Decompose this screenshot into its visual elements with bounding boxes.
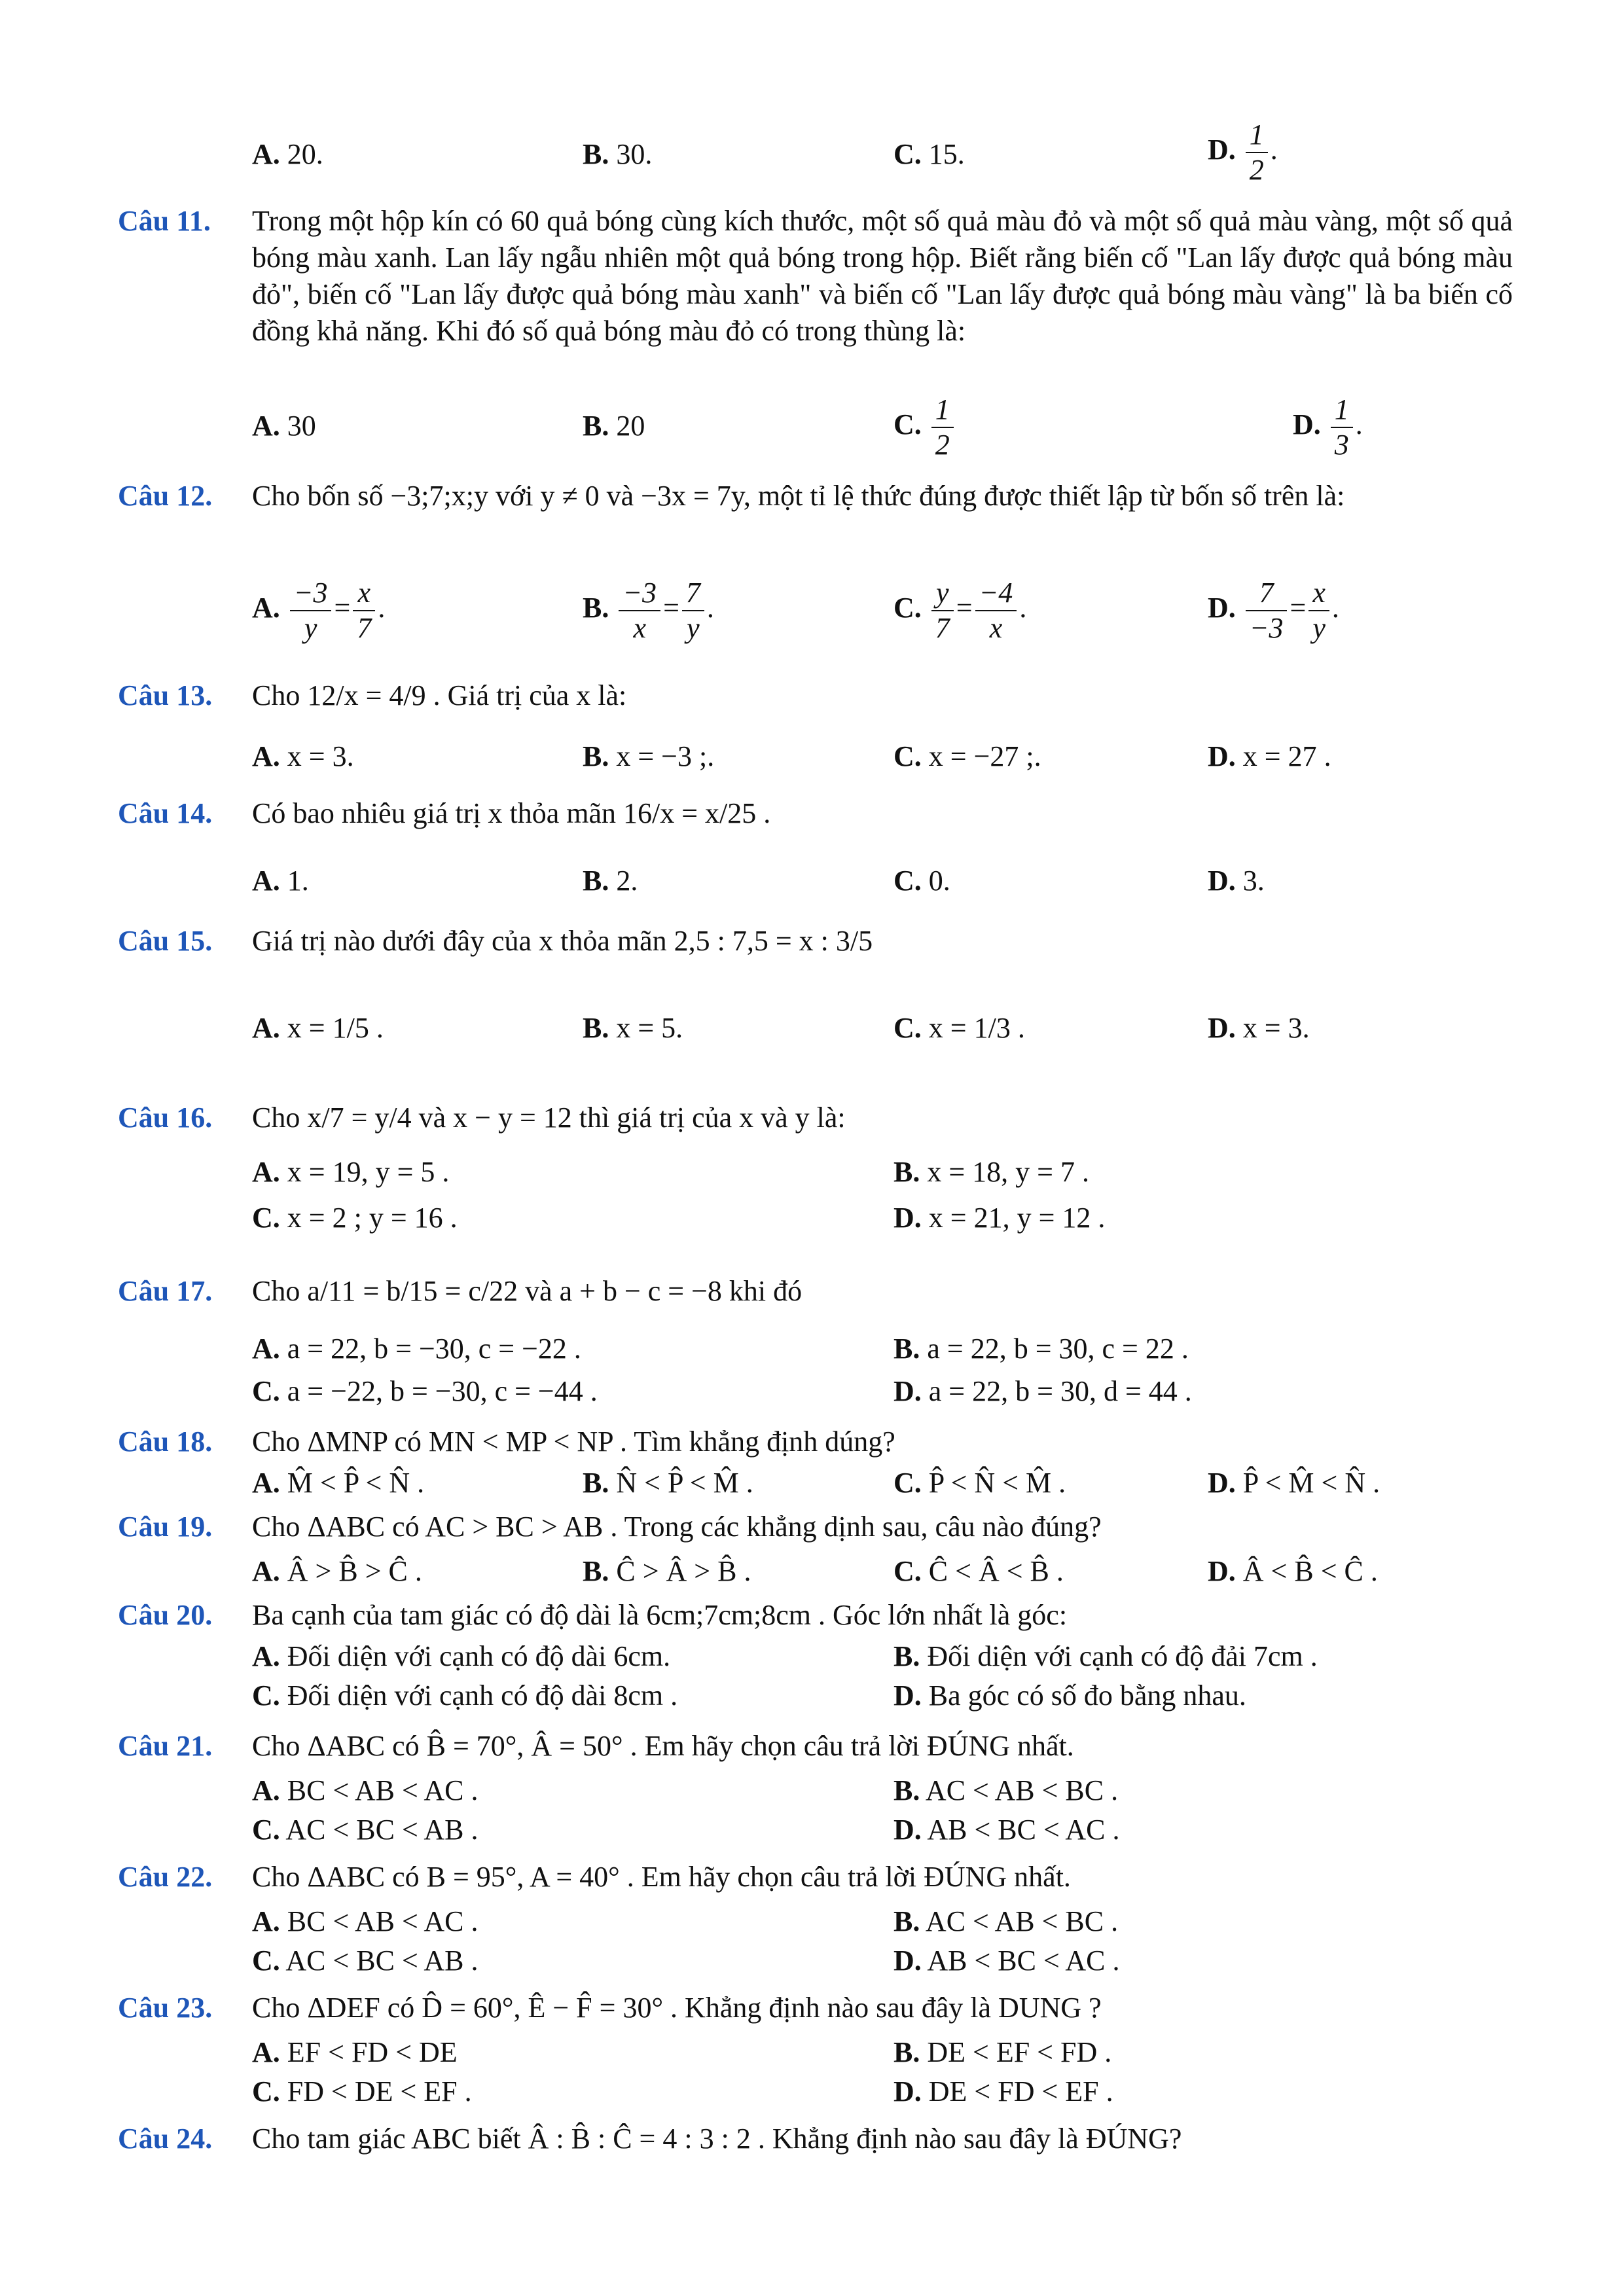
q11-options xyxy=(252,393,1624,461)
q22-options-row2 xyxy=(252,1944,1624,1990)
question-21 xyxy=(118,1728,1513,1767)
option-c: C. Ĉ < Â < B̂ . xyxy=(893,1555,1064,1587)
question-12 xyxy=(118,478,1513,556)
option-a: A. Đối diện với cạnh có độ dài 6cm. xyxy=(252,1640,671,1672)
question-20 xyxy=(118,1597,1513,1636)
option-a: A. M̂ < P̂ < N̂ . xyxy=(252,1467,425,1499)
question-label: Câu 20. xyxy=(118,1599,213,1631)
q18-options xyxy=(252,1466,1624,1512)
option-c: C. $\frac{1}{2}$ xyxy=(893,393,956,462)
question-13 xyxy=(118,677,1513,717)
question-label: Câu 16. xyxy=(118,1102,213,1134)
question-text: Cho ΔABC có B = 95°, A = 40° . Em hãy chọn câu trả lời ĐÚNG nhất. xyxy=(252,1861,1071,1893)
q17-options-row1 xyxy=(252,1332,1624,1378)
question-text: Trong một hộp kín có 60 quả bóng cùng kích thước, một số quả màu đỏ và một số quả màu vàng, một số quả bóng màu xanh. Lan lấy ngẫu nhiên một quả bóng trong hộp. Biết rằng biến cố "Lan lấy được quả bóng màu đỏ", biến cố "Lan lấy được quả bóng màu xanh" và biến cố "Lan lấy được quả bóng màu vàng" là ba biến cố đồng khả năng. Khi đó số quả bóng màu đỏ có trong thùng là: xyxy=(252,205,1513,347)
option-a: A. BC < AB < AC . xyxy=(252,1774,478,1806)
question-text: Cho ΔABC có B̂ = 70°, Â = 50° . Em hãy chọn câu trả lời ĐÚNG nhất. xyxy=(252,1730,1074,1762)
question-text: Giá trị nào dưới đây của x thỏa mãn 2,5 : 7,5 = x : 3/5 xyxy=(252,925,873,957)
option-a: A. x = 3. xyxy=(252,740,354,772)
question-label: Câu 24. xyxy=(118,2123,213,2155)
q16-options-row2 xyxy=(252,1201,1624,1247)
question-18 xyxy=(118,1424,1513,1463)
option-b: B. N̂ < P̂ < M̂ . xyxy=(583,1467,753,1499)
question-19 xyxy=(118,1509,1513,1548)
option-d: D. P̂ < M̂ < N̂ . xyxy=(1208,1467,1380,1499)
question-text: Cho tam giác ABC biết Â : B̂ : Ĉ = 4 : 3 : 2 . Khẳng định nào sau đây là ĐÚNG? xyxy=(252,2123,1182,2155)
q13-options xyxy=(252,740,1624,785)
option-b: B. 20 xyxy=(583,410,645,442)
question-label: Câu 23. xyxy=(118,1992,213,2024)
option-d: D. Â < B̂ < Ĉ . xyxy=(1208,1555,1378,1587)
option-c: C. P̂ < N̂ < M̂ . xyxy=(893,1467,1066,1499)
question-label: Câu 11. xyxy=(118,205,211,237)
question-label: Câu 14. xyxy=(118,797,213,829)
option-d: D. x = 21, y = 12 . xyxy=(893,1202,1106,1234)
option-a: A. Â > B̂ > Ĉ . xyxy=(252,1555,422,1587)
option-c: C. 0. xyxy=(893,865,950,897)
question-label: Câu 19. xyxy=(118,1511,213,1543)
option-c: C. a = −22, b = −30, c = −44 . xyxy=(252,1375,598,1407)
option-a: A. a = 22, b = −30, c = −22 . xyxy=(252,1333,581,1365)
question-text: Có bao nhiêu giá trị x thỏa mãn 16/x = x/25 . xyxy=(252,797,771,829)
option-c: C. AC < BC < AB . xyxy=(252,1945,478,1977)
q23-options-row2 xyxy=(252,2075,1624,2121)
option-a: A. x = 1/5 . xyxy=(252,1012,384,1044)
option-c: C. FD < DE < EF . xyxy=(252,2075,472,2108)
q12-options xyxy=(252,576,1624,648)
question-24 xyxy=(118,2121,1513,2160)
option-c: C. AC < BC < AB . xyxy=(252,1814,478,1846)
question-text: Cho bốn số −3;7;x;y với y ≠ 0 và −3x = 7y, một tỉ lệ thức đúng được thiết lập từ bốn số trên là: xyxy=(252,480,1345,512)
q15-options xyxy=(252,1011,1624,1057)
option-d: D. x = 27 . xyxy=(1208,740,1331,772)
option-d: D. a = 22, b = 30, d = 44 . xyxy=(893,1375,1192,1407)
option-a: A. 20. xyxy=(252,138,323,170)
question-15 xyxy=(118,923,1513,962)
option-b: B. AC < AB < BC . xyxy=(893,1905,1119,1937)
option-b: B. AC < AB < BC . xyxy=(893,1774,1119,1806)
option-d: D. AB < BC < AC . xyxy=(893,1945,1120,1977)
option-d: D. Ba góc có số đo bằng nhau. xyxy=(893,1679,1246,1712)
question-23 xyxy=(118,1990,1513,2029)
option-c: C. x = 2 ; y = 16 . xyxy=(252,1202,458,1234)
option-c: C. x = −27 ;. xyxy=(893,740,1041,772)
question-label: Câu 12. xyxy=(118,480,213,512)
q19-options xyxy=(252,1554,1624,1600)
option-b: B. x = 18, y = 7 . xyxy=(893,1156,1089,1188)
question-16 xyxy=(118,1100,1513,1139)
option-c: C. 15. xyxy=(893,138,965,170)
question-17 xyxy=(118,1273,1513,1312)
question-11 xyxy=(118,203,1513,399)
option-d: D. $\frac{1}{2}$ . xyxy=(1208,118,1278,186)
option-b: B. x = −3 ;. xyxy=(583,740,715,772)
option-d: D. 3. xyxy=(1208,865,1265,897)
option-d: D. AB < BC < AC . xyxy=(893,1814,1120,1846)
option-b: B. 2. xyxy=(583,865,638,897)
question-14 xyxy=(118,795,1513,834)
option-a: A. BC < AB < AC . xyxy=(252,1905,478,1937)
option-c: C. x = 1/3 . xyxy=(893,1012,1025,1044)
option-b: B. DE < EF < FD . xyxy=(893,2036,1112,2068)
question-label: Câu 22. xyxy=(118,1861,213,1893)
option-a: A. 30 xyxy=(252,410,316,442)
question-label: Câu 15. xyxy=(118,925,213,957)
option-a: A. EF < FD < DE xyxy=(252,2036,458,2068)
question-22 xyxy=(118,1859,1513,1898)
question-text: Cho ΔMNP có MN < MP < NP . Tìm khẳng định dúng? xyxy=(252,1426,895,1458)
q16-options-row1 xyxy=(252,1155,1624,1201)
option-a: A. 1. xyxy=(252,865,309,897)
question-text: Cho a/11 = b/15 = c/22 và a + b − c = −8 khi đó xyxy=(252,1275,803,1307)
question-label: Câu 18. xyxy=(118,1426,213,1458)
question-text: Cho x/7 = y/4 và x − y = 12 thì giá trị của x và y là: xyxy=(252,1102,846,1134)
question-label: Câu 21. xyxy=(118,1730,213,1762)
option-b: B. 30. xyxy=(583,138,653,170)
q17-options-row2 xyxy=(252,1374,1624,1420)
q14-options xyxy=(252,864,1624,910)
option-c: C. Đối diện với cạnh có độ dài 8cm . xyxy=(252,1679,678,1712)
option-d: D. DE < FD < EF . xyxy=(893,2075,1113,2108)
option-c: C. $\frac{y}{7}$ = $\frac{-4}{x}$ . xyxy=(893,577,1027,644)
option-b: B. Ĉ > Â > B̂ . xyxy=(583,1555,751,1587)
option-d: D. x = 3. xyxy=(1208,1012,1310,1044)
question-text: Ba cạnh của tam giác có độ dài là 6cm;7cm;8cm . Góc lớn nhất là góc: xyxy=(252,1599,1068,1631)
q10-options xyxy=(252,118,1624,186)
q21-options-row2 xyxy=(252,1813,1624,1859)
option-d: D. $\frac{1}{3}$ . xyxy=(1293,393,1363,461)
option-b: B. $\frac{-3}{x}$ = $\frac{7}{y}$ . xyxy=(583,577,714,644)
question-text: Cho ΔABC có AC > BC > AB . Trong các khẳng dịnh sau, câu nào đúng? xyxy=(252,1511,1102,1543)
option-b: B. x = 5. xyxy=(583,1012,683,1044)
q20-options-row2 xyxy=(252,1679,1624,1725)
option-d: D. $\frac{7}{-3}$ = $\frac{x}{y}$ . xyxy=(1208,577,1339,644)
question-text: Cho ΔDEF có D̂ = 60°, Ê − F̂ = 30° . Khẳng định nào sau đây là DUNG ? xyxy=(252,1992,1102,2024)
option-a: A. x = 19, y = 5 . xyxy=(252,1156,450,1188)
option-b: B. Đối diện với cạnh có độ đải 7cm . xyxy=(893,1640,1318,1672)
question-label: Câu 17. xyxy=(118,1275,213,1307)
option-a: A. $\frac{-3}{y}$ = $\frac{x}{7}$ . xyxy=(252,577,386,644)
question-text: Cho 12/x = 4/9 . Giá trị của x là: xyxy=(252,679,627,711)
option-b: B. a = 22, b = 30, c = 22 . xyxy=(893,1333,1189,1365)
question-label: Câu 13. xyxy=(118,679,213,711)
